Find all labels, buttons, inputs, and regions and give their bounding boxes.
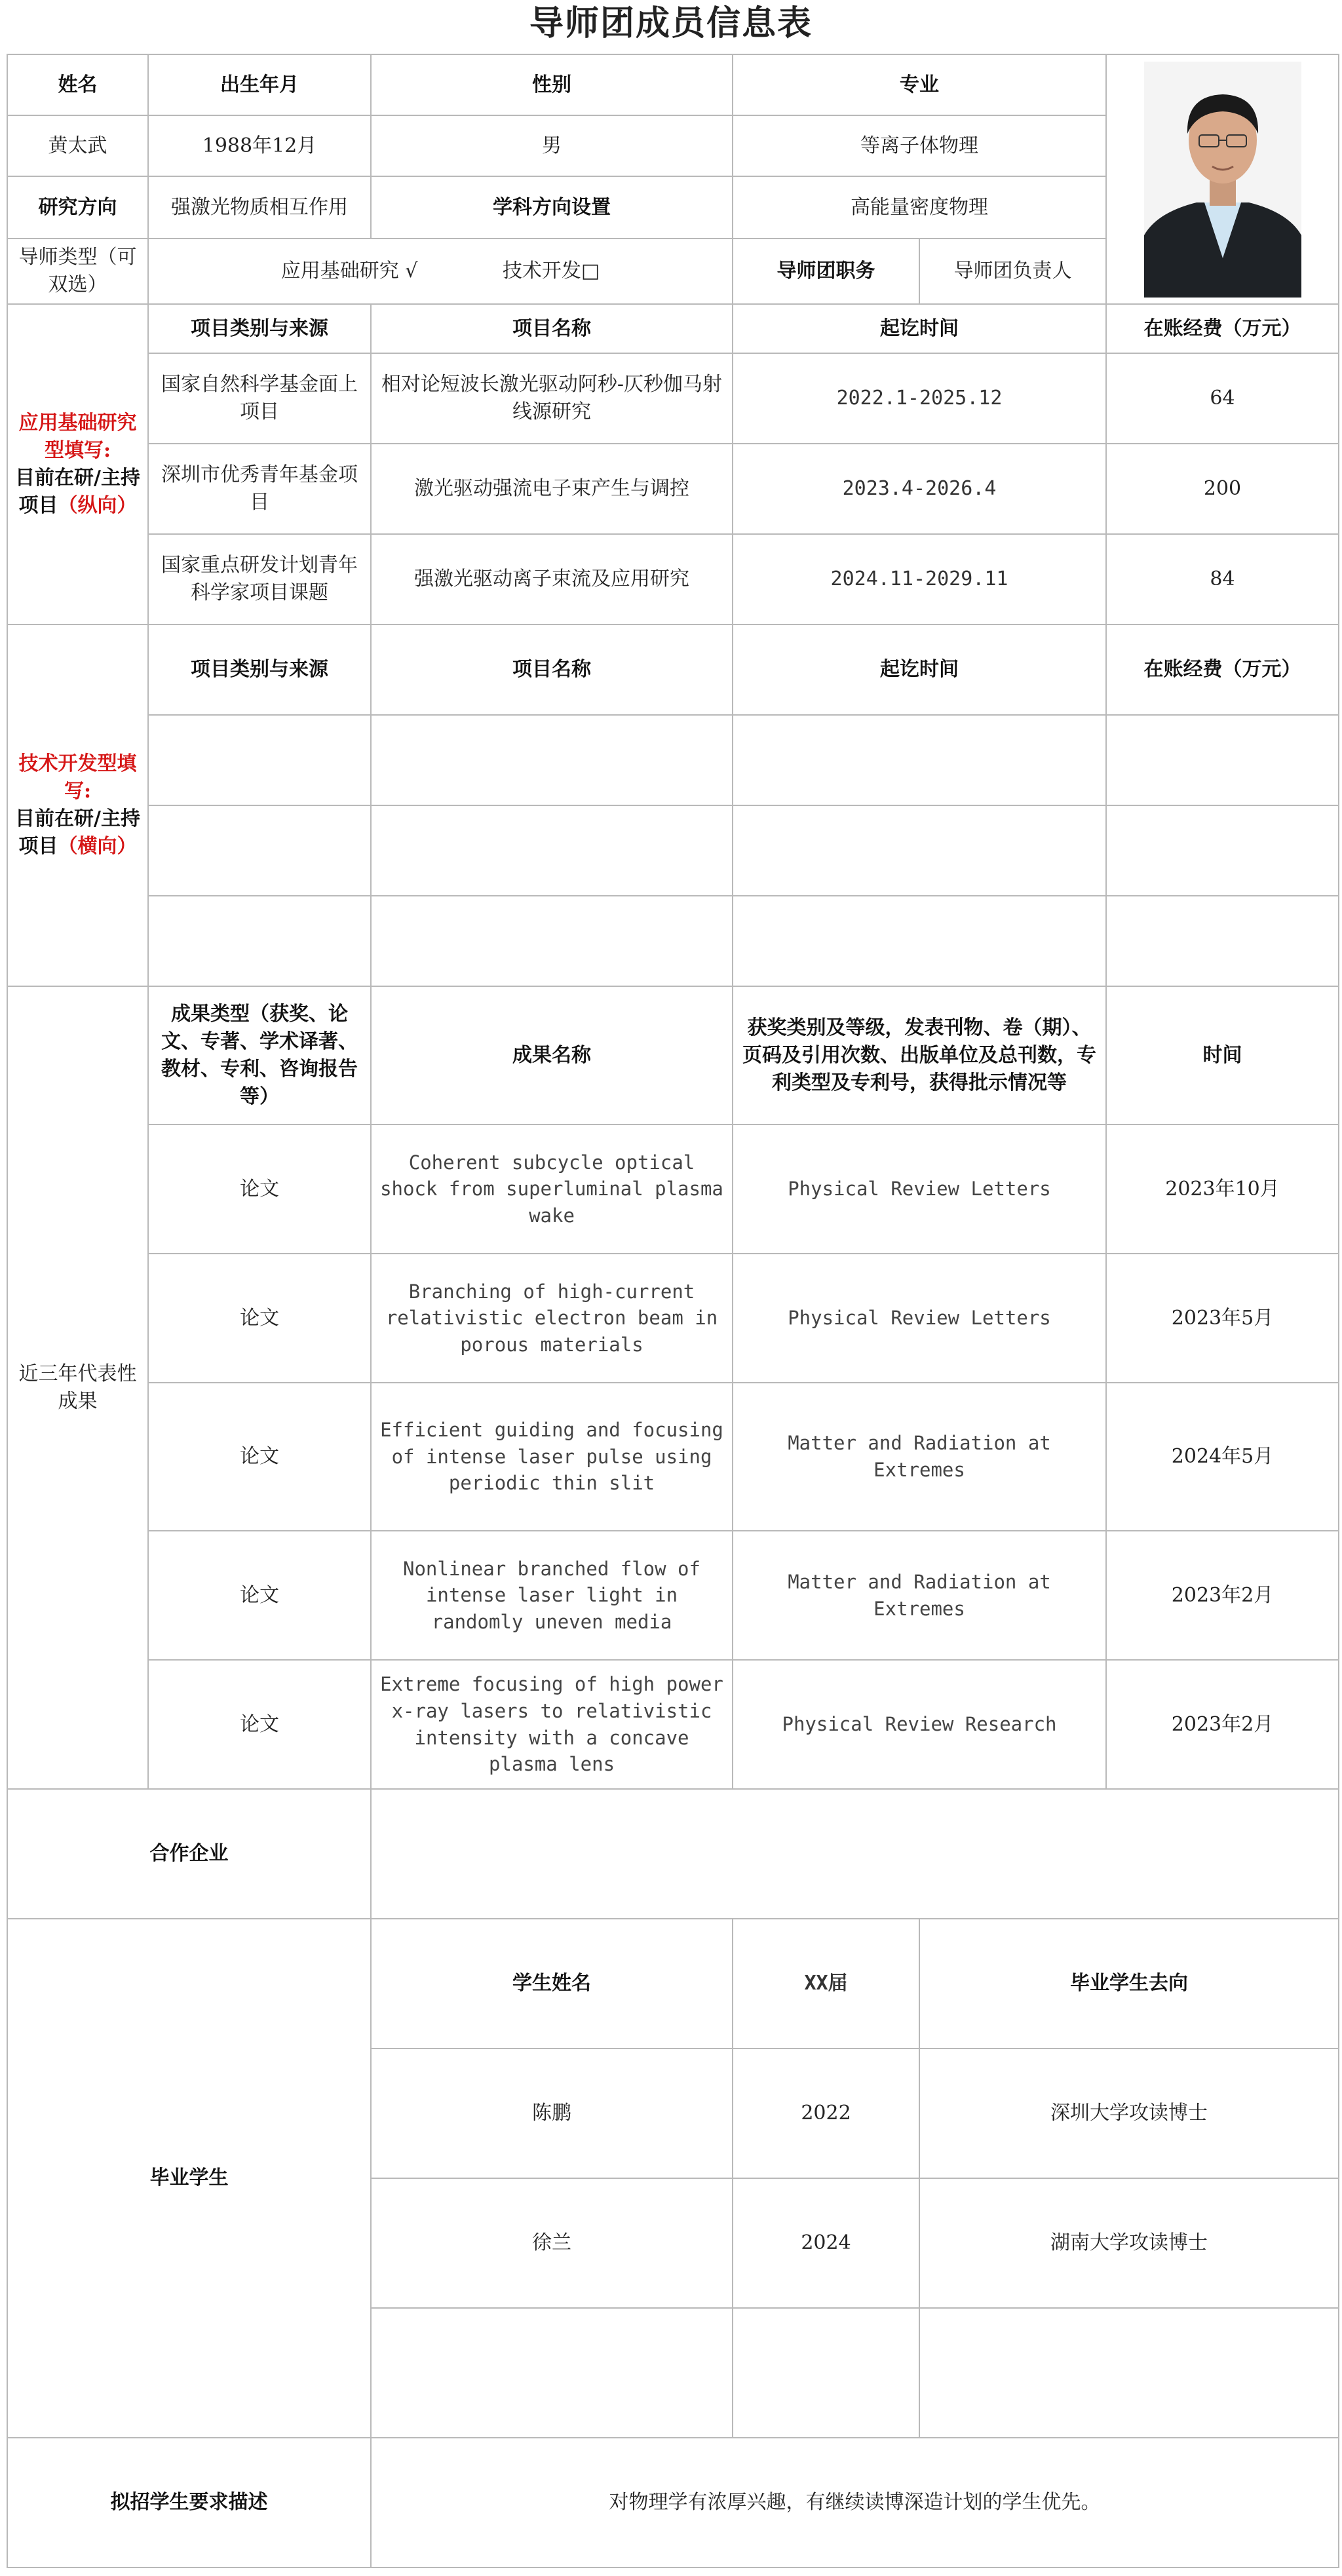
empty-cell <box>733 2308 919 2438</box>
type-option-tech: 技术开发□ <box>502 260 600 282</box>
project-funds: 200 <box>1106 444 1339 534</box>
achievement-name: Branching of high-current relativistic electron beam in porous materials <box>371 1254 733 1383</box>
empty-cell <box>1106 715 1339 805</box>
project-funds: 84 <box>1106 534 1339 625</box>
achievement-name: Efficient guiding and focusing of intense laser pulse using periodic thin slit <box>371 1383 733 1531</box>
project-name-header: 项目名称 <box>371 304 733 353</box>
mentor-type-header: 导师类型（可双选） <box>7 239 148 304</box>
student-name: 陈鹏 <box>371 2048 733 2178</box>
achievement-type: 论文 <box>148 1531 371 1660</box>
major-header: 专业 <box>733 54 1106 115</box>
project-name: 强激光驱动离子束流及应用研究 <box>371 534 733 625</box>
role-header: 导师团职务 <box>733 239 919 304</box>
gender-value: 男 <box>371 115 733 176</box>
project-category: 深圳市优秀青年基金项目 <box>148 444 371 534</box>
achievement-row <box>7 1383 1339 1531</box>
empty-cell <box>1106 805 1339 896</box>
cooperation-label: 合作企业 <box>7 1789 371 1919</box>
discipline-value: 高能量密度物理 <box>733 176 1106 239</box>
tech-empty-row <box>7 896 1339 986</box>
name-header: 姓名 <box>7 54 148 115</box>
birth-value: 1988年12月 <box>148 115 371 176</box>
applied-row <box>7 444 1339 534</box>
achievement-row <box>7 1254 1339 1383</box>
photo-cell <box>1106 54 1339 304</box>
project-category: 国家自然科学基金面上项目 <box>148 353 371 444</box>
student-name-header: 学生姓名 <box>371 1919 733 2048</box>
achievement-name: Extreme focusing of high power x-ray lasers to relativistic intensity with a concave plasma lens <box>371 1660 733 1789</box>
role-value: 导师团负责人 <box>919 239 1106 304</box>
achievement-time-header: 时间 <box>1106 986 1339 1125</box>
tech-empty-row <box>7 805 1339 896</box>
project-period: 2024.11-2029.11 <box>733 534 1106 625</box>
cooperation-row <box>7 1789 1339 1919</box>
page-title: 导师团成员信息表 <box>529 4 813 43</box>
achievement-time: 2023年5月 <box>1106 1254 1339 1383</box>
achievement-detail: Matter and Radiation at Extremes <box>733 1383 1106 1531</box>
project-funds: 64 <box>1106 353 1339 444</box>
project-funds-header: 在账经费（万元） <box>1106 304 1339 353</box>
empty-cell <box>371 2308 733 2438</box>
achievement-type-header: 成果类型（获奖、论文、专著、学术译著、教材、专利、咨询报告等） <box>148 986 371 1125</box>
empty-cell <box>371 715 733 805</box>
tech-empty-row <box>7 715 1339 805</box>
achievement-type: 论文 <box>148 1660 371 1789</box>
gender-header: 性别 <box>371 54 733 115</box>
tech-section-label: 技术开发型填写: 目前在研/主持项目（横向） <box>7 625 148 986</box>
direction-value: 强激光物质相互作用 <box>148 176 371 239</box>
achievement-type: 论文 <box>148 1383 371 1531</box>
project-category-header: 项目类别与来源 <box>148 625 371 715</box>
empty-cell <box>148 805 371 896</box>
requirements-value: 对物理学有浓厚兴趣，有继续读博深造计划的学生优先。 <box>371 2438 1339 2567</box>
achievement-row <box>7 1660 1339 1789</box>
achievement-time: 2023年10月 <box>1106 1125 1339 1254</box>
major-value: 等离子体物理 <box>733 115 1106 176</box>
empty-cell <box>733 805 1106 896</box>
student-year: 2022 <box>733 2048 919 2178</box>
cooperation-value <box>371 1789 1339 1919</box>
project-category-header: 项目类别与来源 <box>148 304 371 353</box>
achievement-row <box>7 1125 1339 1254</box>
student-destination-header: 毕业学生去向 <box>919 1919 1339 2048</box>
empty-cell <box>733 896 1106 986</box>
achievement-detail: Physical Review Letters <box>733 1254 1106 1383</box>
student-destination: 深圳大学攻读博士 <box>919 2048 1339 2178</box>
requirements-row <box>7 2438 1339 2567</box>
achievement-detail: Matter and Radiation at Extremes <box>733 1531 1106 1660</box>
achievement-detail-header: 获奖类别及等级，发表刊物、卷（期）、页码及引用次数、出版单位及总刊数，专利类型及专利号，获得批示情况等 <box>733 986 1106 1125</box>
project-period-header: 起讫时间 <box>733 625 1106 715</box>
empty-cell <box>371 896 733 986</box>
tech-header-row <box>7 625 1339 715</box>
achievement-time: 2023年2月 <box>1106 1531 1339 1660</box>
achievement-type: 论文 <box>148 1254 371 1383</box>
achievement-row <box>7 1531 1339 1660</box>
empty-cell <box>371 805 733 896</box>
applied-row <box>7 353 1339 444</box>
birth-header: 出生年月 <box>148 54 371 115</box>
achievement-name-header: 成果名称 <box>371 986 733 1125</box>
project-funds-header: 在账经费（万元） <box>1106 625 1339 715</box>
basic-header-row <box>7 54 1339 115</box>
project-period: 2022.1-2025.12 <box>733 353 1106 444</box>
achievement-detail: Physical Review Research <box>733 1660 1106 1789</box>
graduates-header-row <box>7 1919 1339 2048</box>
discipline-header: 学科方向设置 <box>371 176 733 239</box>
project-name: 相对论短波长激光驱动阿秒-仄秒伽马射线源研究 <box>371 353 733 444</box>
mentor-info-table <box>7 54 1339 2568</box>
student-year: 2024 <box>733 2178 919 2308</box>
student-destination: 湖南大学攻读博士 <box>919 2178 1339 2308</box>
applied-section-label: 应用基础研究型填写: 目前在研/主持项目（纵向） <box>7 304 148 625</box>
applied-header-row <box>7 304 1339 353</box>
achievement-time: 2023年2月 <box>1106 1660 1339 1789</box>
project-period: 2023.4-2026.4 <box>733 444 1106 534</box>
achievements-header-row <box>7 986 1339 1125</box>
portrait-photo-icon <box>1144 62 1301 298</box>
mentor-type-options <box>148 239 733 304</box>
project-period-header: 起讫时间 <box>733 304 1106 353</box>
applied-row <box>7 534 1339 625</box>
requirements-label: 拟招学生要求描述 <box>7 2438 371 2567</box>
type-option-applied: 应用基础研究 √ <box>280 260 418 282</box>
achievement-name: Coherent subcycle optical shock from superluminal plasma wake <box>371 1125 733 1254</box>
project-name: 激光驱动强流电子束产生与调控 <box>371 444 733 534</box>
student-year-header: XX届 <box>733 1919 919 2048</box>
empty-cell <box>148 896 371 986</box>
achievement-time: 2024年5月 <box>1106 1383 1339 1531</box>
project-name-header: 项目名称 <box>371 625 733 715</box>
name-value: 黄太武 <box>7 115 148 176</box>
empty-cell <box>148 715 371 805</box>
achievement-name: Nonlinear branched flow of intense laser light in randomly uneven media <box>371 1531 733 1660</box>
direction-header: 研究方向 <box>7 176 148 239</box>
student-name: 徐兰 <box>371 2178 733 2308</box>
achievements-section-label: 近三年代表性成果 <box>7 986 148 1789</box>
empty-cell <box>733 715 1106 805</box>
project-category: 国家重点研发计划青年科学家项目课题 <box>148 534 371 625</box>
achievement-type: 论文 <box>148 1125 371 1254</box>
empty-cell <box>1106 896 1339 986</box>
empty-cell <box>919 2308 1339 2438</box>
achievement-detail: Physical Review Letters <box>733 1125 1106 1254</box>
graduates-section-label: 毕业学生 <box>7 1919 371 2438</box>
